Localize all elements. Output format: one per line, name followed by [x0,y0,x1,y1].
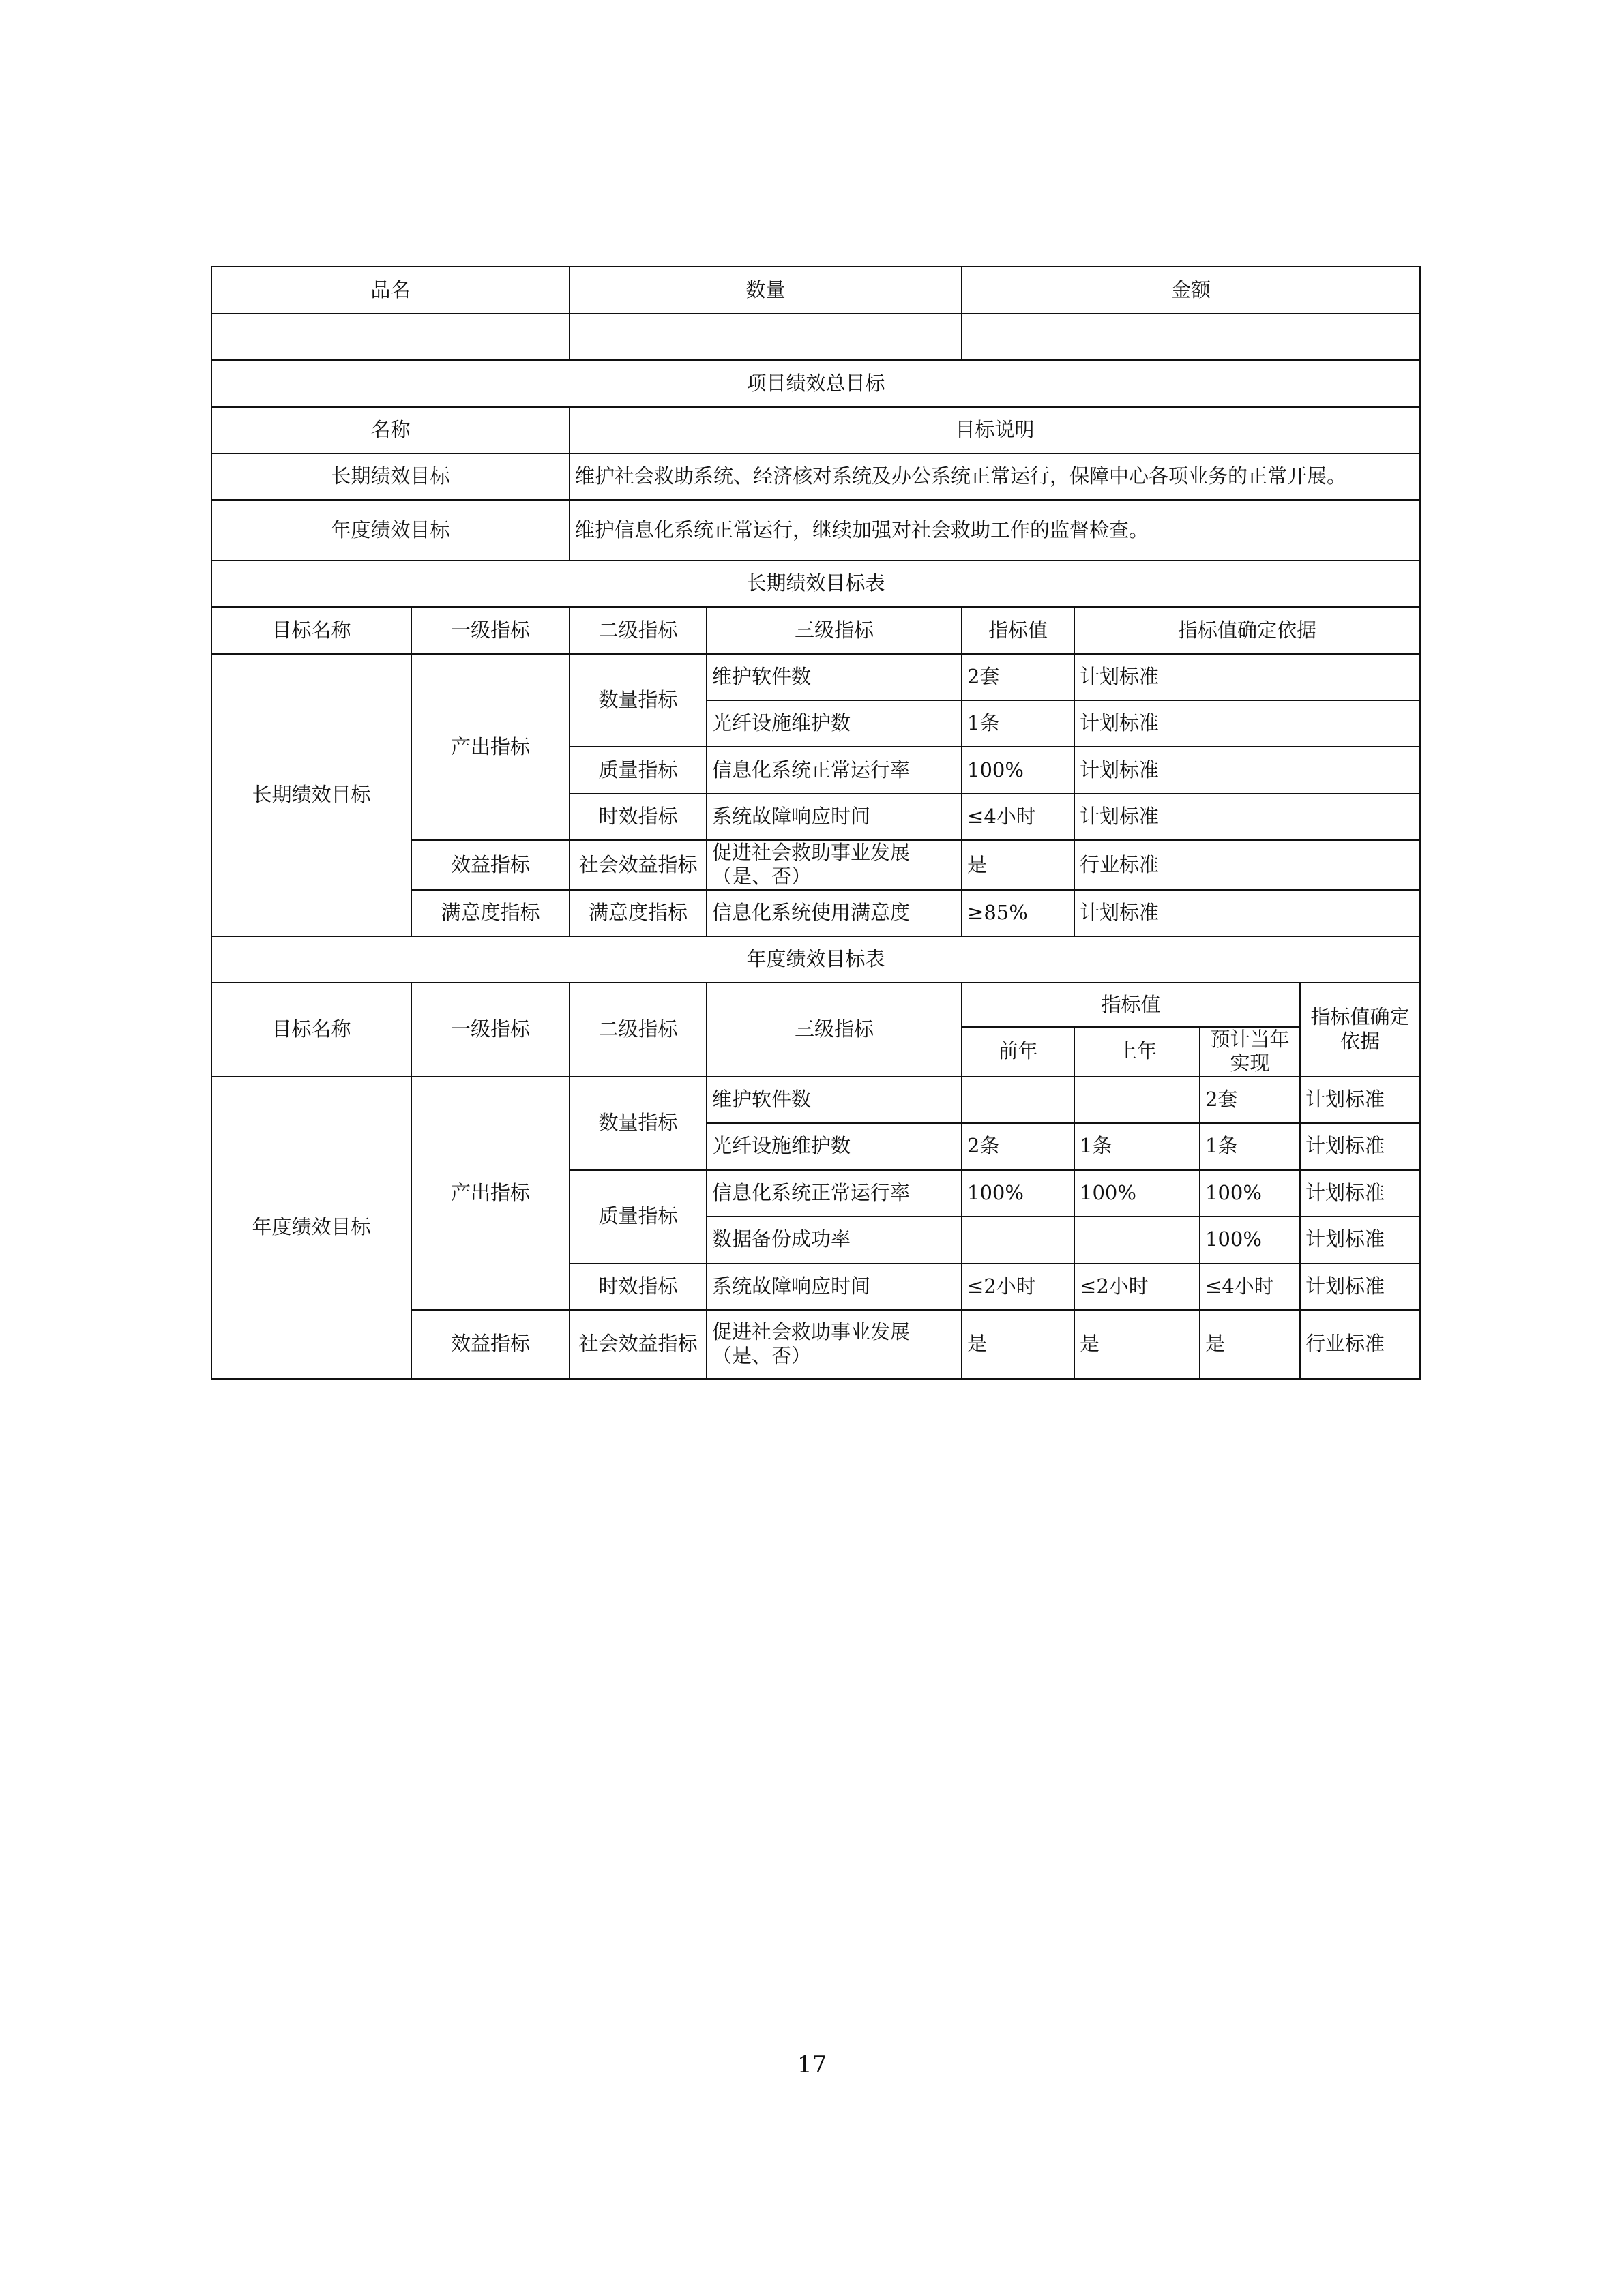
lt-basis: 计划标准 [1074,700,1420,747]
lt-indicator: 维护软件数 [707,654,962,700]
an-current: 是 [1200,1310,1300,1379]
an-subheader-prev2: 前年 [962,1027,1074,1077]
lt-level2-social-benefit: 社会效益指标 [570,840,707,890]
an-prev1: 100% [1074,1170,1200,1217]
lt-indicator: 信息化系统使用满意度 [707,890,962,936]
an-level2-quality: 质量指标 [570,1170,707,1264]
annual-header-row [211,983,1420,1027]
lt-value: 2套 [962,654,1074,700]
an-prev2 [962,1077,1074,1123]
lt-level1-satisfaction: 满意度指标 [411,890,570,936]
lt-level2-satisfaction: 满意度指标 [570,890,707,936]
an-current: ≤4小时 [1200,1264,1300,1310]
an-level2-social-benefit: 社会效益指标 [570,1310,707,1379]
lt-level1-output: 产出指标 [411,654,570,840]
an-prev2: 是 [962,1310,1074,1379]
an-header-basis: 指标值确定依据 [1300,983,1420,1077]
lt-indicator: 促进社会救助事业发展（是、否） [707,840,962,890]
lt-basis: 计划标准 [1074,890,1420,936]
long-term-table-title: 长期绩效目标表 [211,561,1420,607]
an-prev2: 100% [962,1170,1074,1217]
lt-value: 是 [962,840,1074,890]
lt-value: 1条 [962,700,1074,747]
product-name-header: 品名 [211,267,570,314]
table-row [211,1077,1420,1123]
lt-header-level1: 一级指标 [411,607,570,654]
lt-basis: 计划标准 [1074,794,1420,840]
performance-goals-table [211,266,1421,1380]
annual-goal-desc: 维护信息化系统正常运行，继续加强对社会救助工作的监督检查。 [570,500,1420,561]
an-basis: 计划标准 [1300,1217,1420,1264]
an-prev1: 是 [1074,1310,1200,1379]
quantity-header: 数量 [570,267,962,314]
lt-value: ≥85% [962,890,1074,936]
quantity-cell [570,314,962,360]
an-current: 2套 [1200,1077,1300,1123]
an-indicator: 维护软件数 [707,1077,962,1123]
purchase-empty-row [211,314,1420,360]
an-basis: 行业标准 [1300,1310,1420,1379]
an-indicator: 数据备份成功率 [707,1217,962,1264]
an-current: 100% [1200,1170,1300,1217]
an-prev2: ≤2小时 [962,1264,1074,1310]
amount-cell [962,314,1420,360]
lt-header-value: 指标值 [962,607,1074,654]
lt-basis: 计划标准 [1074,654,1420,700]
lt-value: ≤4小时 [962,794,1074,840]
an-subheader-prev1: 上年 [1074,1027,1200,1077]
an-header-level3: 三级指标 [707,983,962,1077]
project-goals-title: 项目绩效总目标 [211,360,1420,407]
purchase-header-row [211,267,1420,314]
an-header-level2: 二级指标 [570,983,707,1077]
an-basis: 计划标准 [1300,1264,1420,1310]
lt-value: 100% [962,747,1074,794]
an-prev2 [962,1217,1074,1264]
annual-goal-label: 年度绩效目标 [211,500,570,561]
lt-header-basis: 指标值确定依据 [1074,607,1420,654]
an-prev1 [1074,1217,1200,1264]
an-basis: 计划标准 [1300,1077,1420,1123]
lt-indicator: 光纤设施维护数 [707,700,962,747]
an-level1-output: 产出指标 [411,1077,570,1310]
page-number: 17 [797,2051,827,2078]
an-prev1: 1条 [1074,1123,1200,1170]
an-subheader-current: 预计当年实现 [1200,1027,1300,1077]
an-prev1 [1074,1077,1200,1123]
lt-level2-quantity: 数量指标 [570,654,707,747]
lt-indicator: 信息化系统正常运行率 [707,747,962,794]
lt-goal-name: 长期绩效目标 [211,654,411,936]
lt-basis: 计划标准 [1074,747,1420,794]
lt-level2-quality: 质量指标 [570,747,707,794]
lt-indicator: 系统故障响应时间 [707,794,962,840]
lt-level2-timeliness: 时效指标 [570,794,707,840]
an-prev2: 2条 [962,1123,1074,1170]
an-current: 100% [1200,1217,1300,1264]
lt-level1-benefit: 效益指标 [411,840,570,890]
an-goal-name: 年度绩效目标 [211,1077,411,1379]
annual-table-title: 年度绩效目标表 [211,936,1420,983]
an-basis: 计划标准 [1300,1170,1420,1217]
an-indicator: 系统故障响应时间 [707,1264,962,1310]
an-prev1: ≤2小时 [1074,1264,1200,1310]
an-indicator: 促进社会救助事业发展（是、否） [707,1310,962,1379]
goal-desc-header: 目标说明 [570,407,1420,453]
goal-name-header: 名称 [211,407,570,453]
product-name-cell [211,314,570,360]
lt-header-goal-name: 目标名称 [211,607,411,654]
lt-header-level2: 二级指标 [570,607,707,654]
amount-header: 金额 [962,267,1420,314]
lt-header-level3: 三级指标 [707,607,962,654]
an-indicator: 信息化系统正常运行率 [707,1170,962,1217]
an-indicator: 光纤设施维护数 [707,1123,962,1170]
an-level2-timeliness: 时效指标 [570,1264,707,1310]
an-current: 1条 [1200,1123,1300,1170]
long-term-goal-label: 长期绩效目标 [211,453,570,500]
an-header-value: 指标值 [962,983,1300,1027]
lt-basis: 行业标准 [1074,840,1420,890]
an-level2-quantity: 数量指标 [570,1077,707,1170]
an-header-level1: 一级指标 [411,983,570,1077]
table-row [211,654,1420,700]
long-term-goal-desc: 维护社会救助系统、经济核对系统及办公系统正常运行，保障中心各项业务的正常开展。 [570,453,1420,500]
long-term-header-row [211,607,1420,654]
an-header-goal-name: 目标名称 [211,983,411,1077]
an-level1-benefit: 效益指标 [411,1310,570,1379]
an-basis: 计划标准 [1300,1123,1420,1170]
